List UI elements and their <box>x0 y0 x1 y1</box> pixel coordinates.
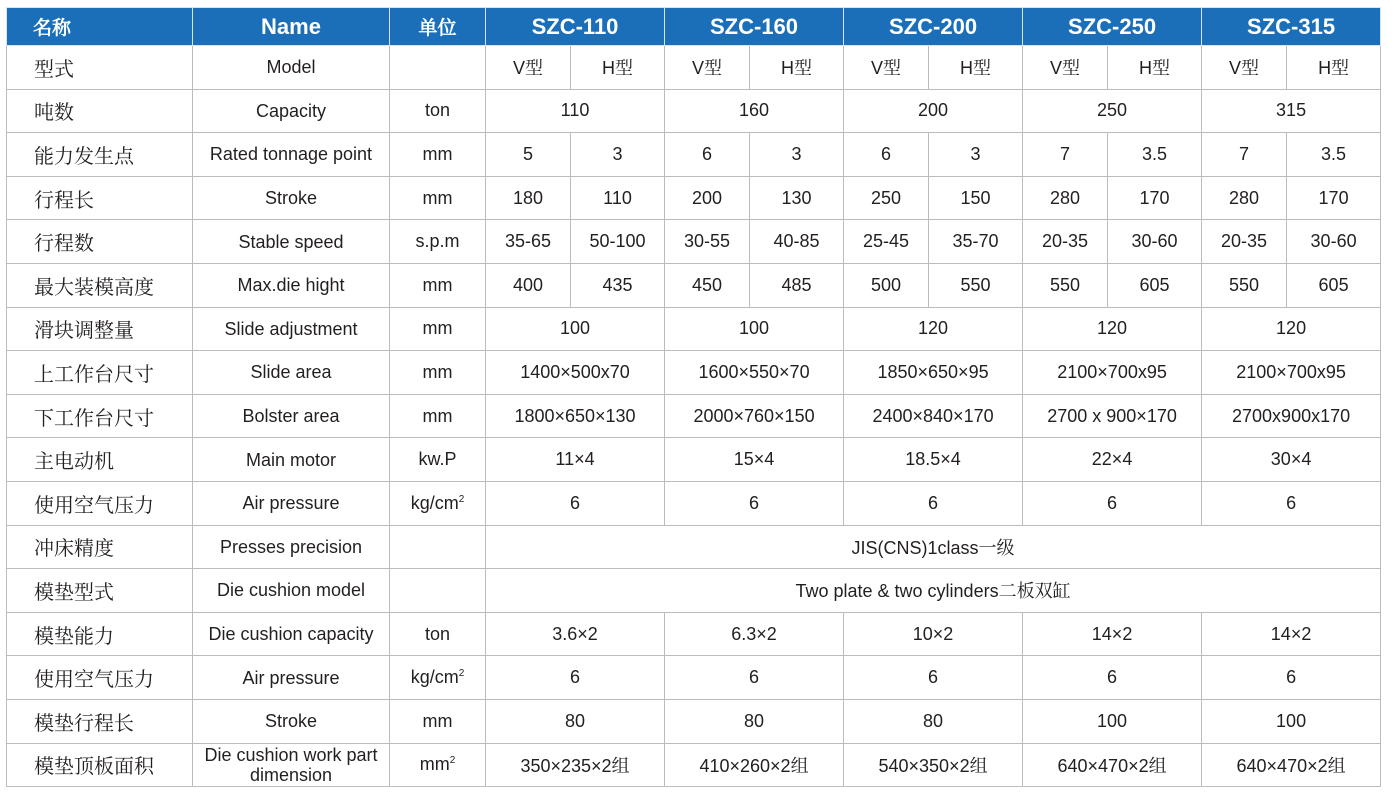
value-cell: 50-100 <box>571 220 665 264</box>
table-row <box>7 481 1381 525</box>
value-cell: 6.3×2 <box>665 612 844 656</box>
value-cell: 14×2 <box>1023 612 1202 656</box>
row-label-zh: 滑块调整量 <box>7 307 193 351</box>
row-unit <box>390 394 486 438</box>
row-label-en: Stroke <box>193 699 390 743</box>
unit-text: mm <box>422 143 453 164</box>
value-cell: 6 <box>1202 481 1381 525</box>
row-unit <box>390 351 486 395</box>
row-label-en: Stable speed <box>193 220 390 264</box>
value-cell: 550 <box>1023 263 1108 307</box>
value-cell: 120 <box>844 307 1023 351</box>
value-cell: 30-60 <box>1108 220 1202 264</box>
value-cell: 3.5 <box>1108 133 1202 177</box>
row-label-en: Max.die hight <box>193 263 390 307</box>
value-cell: 250 <box>1023 89 1202 133</box>
value-cell: 6 <box>844 481 1023 525</box>
unit-text: mm <box>419 754 450 775</box>
unit-text: ton <box>424 623 451 644</box>
row-label-en: Stroke <box>193 176 390 220</box>
row-label-zh: 吨数 <box>7 89 193 133</box>
value-cell: 170 <box>1287 176 1381 220</box>
value-cell: 6 <box>486 656 665 700</box>
table-row <box>7 699 1381 743</box>
row-label-en: Model <box>193 46 390 90</box>
header-model-szc-315: SZC-315 <box>1202 8 1381 46</box>
row-unit <box>390 699 486 743</box>
value-cell: H型 <box>750 46 844 90</box>
table-row <box>7 525 1381 569</box>
value-cell: 100 <box>665 307 844 351</box>
value-cell: V型 <box>1023 46 1108 90</box>
row-unit <box>390 220 486 264</box>
row-label-zh: 模垫型式 <box>7 569 193 613</box>
row-label-en: Air pressure <box>193 481 390 525</box>
value-cell: 5 <box>486 133 571 177</box>
row-label-en: Capacity <box>193 89 390 133</box>
value-cell: 6 <box>1023 656 1202 700</box>
header-model-szc-200: SZC-200 <box>844 8 1023 46</box>
row-label-zh: 能力发生点 <box>7 133 193 177</box>
spec-table-body <box>7 46 1381 787</box>
value-cell: 1850×650×95 <box>844 351 1023 395</box>
row-label-zh: 下工作台尺寸 <box>7 394 193 438</box>
value-cell: 35-65 <box>486 220 571 264</box>
row-label-zh: 使用空气压力 <box>7 481 193 525</box>
value-cell: V型 <box>665 46 750 90</box>
value-cell: 250 <box>844 176 929 220</box>
value-cell: 10×2 <box>844 612 1023 656</box>
value-cell: 6 <box>665 133 750 177</box>
value-cell: 6 <box>665 656 844 700</box>
row-label-zh: 模垫顶板面积 <box>7 743 193 787</box>
value-cell: 170 <box>1108 176 1202 220</box>
value-cell: 400 <box>486 263 571 307</box>
value-cell: 6 <box>486 481 665 525</box>
value-cell: 6 <box>1023 481 1202 525</box>
value-cell: 2100×700x95 <box>1202 351 1381 395</box>
row-label-en: Rated tonnage point <box>193 133 390 177</box>
row-label-en: Die cushion capacity <box>193 612 390 656</box>
value-cell: 11×4 <box>486 438 665 482</box>
table-row <box>7 351 1381 395</box>
row-unit <box>390 307 486 351</box>
value-cell: 20-35 <box>1202 220 1287 264</box>
value-cell: 35-70 <box>929 220 1023 264</box>
value-cell: 80 <box>486 699 665 743</box>
value-cell: 18.5×4 <box>844 438 1023 482</box>
value-cell: 1600×550×70 <box>665 351 844 395</box>
value-cell: 485 <box>750 263 844 307</box>
row-unit <box>390 656 486 700</box>
value-cell: H型 <box>1108 46 1202 90</box>
value-cell: 110 <box>571 176 665 220</box>
unit-text: mm <box>422 361 453 382</box>
row-label-zh: 主电动机 <box>7 438 193 482</box>
value-cell: 1400×500x70 <box>486 351 665 395</box>
value-cell: 110 <box>486 89 665 133</box>
table-row <box>7 46 1381 90</box>
value-cell: 550 <box>1202 263 1287 307</box>
header-model-szc-110: SZC-110 <box>486 8 665 46</box>
value-cell: 6 <box>665 481 844 525</box>
table-row <box>7 743 1381 787</box>
row-label-en: Die cushion model <box>193 569 390 613</box>
value-cell: 1800×650×130 <box>486 394 665 438</box>
row-label-zh: 模垫能力 <box>7 612 193 656</box>
table-row <box>7 569 1381 613</box>
unit-text: mm <box>422 710 453 731</box>
value-cell-all-models: Two plate & two cylinders二板双缸 <box>486 569 1381 613</box>
value-cell: 605 <box>1108 263 1202 307</box>
value-cell: 2700 x 900×170 <box>1023 394 1202 438</box>
header-model-szc-160: SZC-160 <box>665 8 844 46</box>
value-cell: 350×235×2组 <box>486 743 665 787</box>
value-cell: H型 <box>929 46 1023 90</box>
value-cell: 14×2 <box>1202 612 1381 656</box>
value-cell-all-models: JIS(CNS)1class一级 <box>486 525 1381 569</box>
table-row <box>7 307 1381 351</box>
value-cell: 80 <box>665 699 844 743</box>
value-cell: 130 <box>750 176 844 220</box>
value-cell: 3 <box>929 133 1023 177</box>
value-cell: 15×4 <box>665 438 844 482</box>
value-cell: 6 <box>1202 656 1381 700</box>
value-cell: 100 <box>1202 699 1381 743</box>
row-label-en: Die cushion work part dimension <box>193 743 390 787</box>
unit-text: mm <box>422 318 453 339</box>
value-cell: 30-60 <box>1287 220 1381 264</box>
header-row <box>7 8 1381 46</box>
value-cell: 120 <box>1023 307 1202 351</box>
value-cell: 3.5 <box>1287 133 1381 177</box>
value-cell: 6 <box>844 656 1023 700</box>
value-cell: 410×260×2组 <box>665 743 844 787</box>
unit-text: kg/cm <box>410 667 459 688</box>
unit-text: kg/cm <box>410 492 459 513</box>
value-cell: 200 <box>844 89 1023 133</box>
table-row <box>7 656 1381 700</box>
row-label-zh: 上工作台尺寸 <box>7 351 193 395</box>
value-cell: 2700x900x170 <box>1202 394 1381 438</box>
value-cell: 22×4 <box>1023 438 1202 482</box>
value-cell: V型 <box>1202 46 1287 90</box>
value-cell: 30-55 <box>665 220 750 264</box>
value-cell: H型 <box>1287 46 1381 90</box>
value-cell: 2400×840×170 <box>844 394 1023 438</box>
row-unit <box>390 525 486 569</box>
unit-text: ton <box>424 100 451 121</box>
value-cell: 3.6×2 <box>486 612 665 656</box>
value-cell: 3 <box>571 133 665 177</box>
spec-table <box>6 7 1381 787</box>
row-label-zh: 使用空气压力 <box>7 656 193 700</box>
table-row <box>7 176 1381 220</box>
value-cell: V型 <box>486 46 571 90</box>
row-label-zh: 行程数 <box>7 220 193 264</box>
row-unit <box>390 438 486 482</box>
unit-text: kw.P <box>418 449 457 470</box>
value-cell: 6 <box>844 133 929 177</box>
table-row <box>7 612 1381 656</box>
value-cell: 40-85 <box>750 220 844 264</box>
value-cell: 100 <box>1023 699 1202 743</box>
value-cell: 315 <box>1202 89 1381 133</box>
value-cell: 180 <box>486 176 571 220</box>
value-cell: 640×470×2组 <box>1202 743 1381 787</box>
header-name-zh: 名称 <box>7 8 193 46</box>
row-unit <box>390 133 486 177</box>
header-model-szc-250: SZC-250 <box>1023 8 1202 46</box>
row-label-en: Bolster area <box>193 394 390 438</box>
value-cell: 435 <box>571 263 665 307</box>
row-label-en: Slide area <box>193 351 390 395</box>
unit-text: mm <box>422 187 453 208</box>
row-unit <box>390 481 486 525</box>
value-cell: H型 <box>571 46 665 90</box>
value-cell: 120 <box>1202 307 1381 351</box>
value-cell: 25-45 <box>844 220 929 264</box>
table-row <box>7 438 1381 482</box>
value-cell: 30×4 <box>1202 438 1381 482</box>
value-cell: 605 <box>1287 263 1381 307</box>
table-row <box>7 220 1381 264</box>
row-unit <box>390 89 486 133</box>
row-unit <box>390 46 486 90</box>
value-cell: 160 <box>665 89 844 133</box>
row-unit <box>390 176 486 220</box>
value-cell: 640×470×2组 <box>1023 743 1202 787</box>
row-label-en: Presses precision <box>193 525 390 569</box>
row-label-zh: 模垫行程长 <box>7 699 193 743</box>
unit-text: mm <box>422 405 453 426</box>
row-label-zh: 冲床精度 <box>7 525 193 569</box>
value-cell: 3 <box>750 133 844 177</box>
value-cell: 540×350×2组 <box>844 743 1023 787</box>
value-cell: 20-35 <box>1023 220 1108 264</box>
value-cell: 2000×760×150 <box>665 394 844 438</box>
row-unit <box>390 612 486 656</box>
table-row <box>7 394 1381 438</box>
table-row <box>7 89 1381 133</box>
header-unit: 单位 <box>390 8 486 46</box>
unit-superscript: 2 <box>458 493 465 505</box>
row-label-en: Slide adjustment <box>193 307 390 351</box>
value-cell: V型 <box>844 46 929 90</box>
row-unit <box>390 263 486 307</box>
value-cell: 150 <box>929 176 1023 220</box>
row-label-en: Main motor <box>193 438 390 482</box>
unit-superscript: 2 <box>449 755 456 767</box>
header-name-en: Name <box>193 8 390 46</box>
table-row <box>7 133 1381 177</box>
unit-text: s.p.m <box>415 231 460 252</box>
value-cell: 2100×700x95 <box>1023 351 1202 395</box>
value-cell: 450 <box>665 263 750 307</box>
row-unit <box>390 569 486 613</box>
row-label-zh: 最大装模高度 <box>7 263 193 307</box>
row-label-zh: 行程长 <box>7 176 193 220</box>
row-label-zh: 型式 <box>7 46 193 90</box>
row-unit <box>390 743 486 787</box>
value-cell: 100 <box>486 307 665 351</box>
value-cell: 500 <box>844 263 929 307</box>
value-cell: 80 <box>844 699 1023 743</box>
value-cell: 7 <box>1202 133 1287 177</box>
value-cell: 280 <box>1202 176 1287 220</box>
value-cell: 550 <box>929 263 1023 307</box>
unit-superscript: 2 <box>458 668 465 680</box>
value-cell: 200 <box>665 176 750 220</box>
unit-text: mm <box>422 274 453 295</box>
table-row <box>7 263 1381 307</box>
value-cell: 7 <box>1023 133 1108 177</box>
value-cell: 280 <box>1023 176 1108 220</box>
row-label-en: Air pressure <box>193 656 390 700</box>
